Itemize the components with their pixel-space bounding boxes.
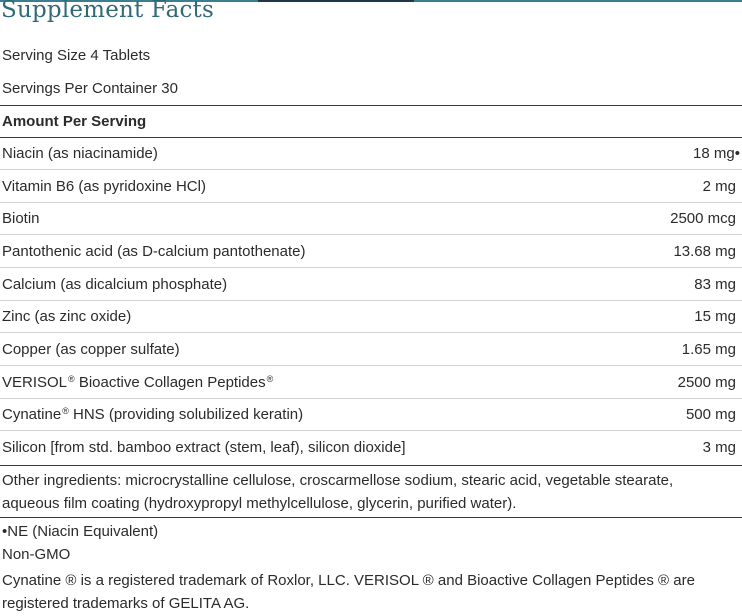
ingredient-amount: 13.68 mg [673, 243, 736, 260]
ingredient-row [0, 269, 742, 301]
ingredient-row [0, 203, 742, 235]
top-bar-segment-right [414, 0, 742, 2]
ingredient-row [0, 171, 742, 203]
ingredient-name: Copper (as copper sulfate) [2, 341, 180, 358]
section-divider [0, 517, 742, 518]
ingredient-name: Calcium (as dicalcium phosphate) [2, 276, 228, 293]
ingredient-row [0, 138, 742, 170]
servings-per-container: Servings Per Container 30 [2, 80, 178, 97]
row-divider [0, 365, 742, 366]
amount-per-serving-heading: Amount Per Serving [2, 113, 147, 130]
row-divider [0, 234, 742, 235]
trademark-note: Cynatine ® is a registered trademark of Roxlor, LLC. VERISOL ® and Bioactive Collagen Peptides ® are registered trademarks of GELITA AG. [2, 572, 695, 612]
ingredient-row [0, 367, 742, 399]
row-divider [0, 169, 742, 170]
registered-mark: ® [62, 406, 69, 416]
ingredient-name: Silicon [from std. bamboo extract (stem, leaf), silicon dioxide] [2, 439, 406, 456]
section-divider [0, 465, 742, 466]
ingredient-amount: 500 mg [685, 406, 736, 423]
ingredient-row [0, 236, 742, 268]
ingredient-name-rest: Bioactive Collagen Peptides [74, 374, 266, 391]
ingredient-amount: 83 mg [694, 276, 736, 293]
ingredient-amount: 18 mg• [693, 145, 740, 162]
ingredient-name: Vitamin B6 (as pyridoxine HCl) [2, 178, 206, 195]
serving-size: Serving Size 4 Tablets [2, 47, 151, 64]
row-divider [0, 332, 742, 333]
ingredient-brand-name: Cynatine [2, 406, 62, 423]
ingredient-amount: 2500 mg [677, 374, 736, 391]
non-gmo-note: Non-GMO [2, 546, 71, 563]
niacin-equivalent-note: •NE (Niacin Equivalent) [2, 523, 159, 540]
ingredient-amount: 2 mg [702, 178, 736, 195]
top-bar-segment-active [258, 0, 414, 2]
ingredient-row [0, 432, 742, 464]
row-divider [0, 430, 742, 431]
ingredient-name: Biotin [2, 210, 40, 227]
ingredient-name: Niacin (as niacinamide) [2, 145, 158, 162]
other-ingredients: Other ingredients: microcrystalline cellulose, croscarmellose sodium, stearic acid, vegetable stearate, aqueous film coating (hydroxypropyl methylcellulose, glycerin, purified water). [2, 472, 674, 512]
ingredient-name-rest: HNS (providing solubilized keratin) [68, 406, 304, 423]
ingredient-row [0, 399, 742, 431]
ingredient-amount: 15 mg [694, 308, 736, 325]
registered-mark: ® [68, 374, 75, 384]
registered-mark: ® [266, 374, 274, 384]
ingredient-name: Pantothenic acid (as D-calcium pantothenate) [2, 243, 306, 260]
ingredient-amount: 3 mg [702, 439, 736, 456]
page-title: Supplement Facts [1, 0, 215, 23]
ingredient-name: Zinc (as zinc oxide) [2, 308, 132, 325]
ingredient-name [2, 406, 303, 423]
section-divider [0, 105, 742, 106]
ingredient-brand-name: VERISOL [2, 374, 68, 391]
ingredient-name [2, 374, 273, 391]
row-divider [0, 267, 742, 268]
ingredient-row [0, 301, 742, 333]
ingredient-amount: 2500 mcg [670, 210, 736, 227]
ingredient-row [0, 334, 742, 366]
ingredient-amount: 1.65 mg [681, 341, 736, 358]
